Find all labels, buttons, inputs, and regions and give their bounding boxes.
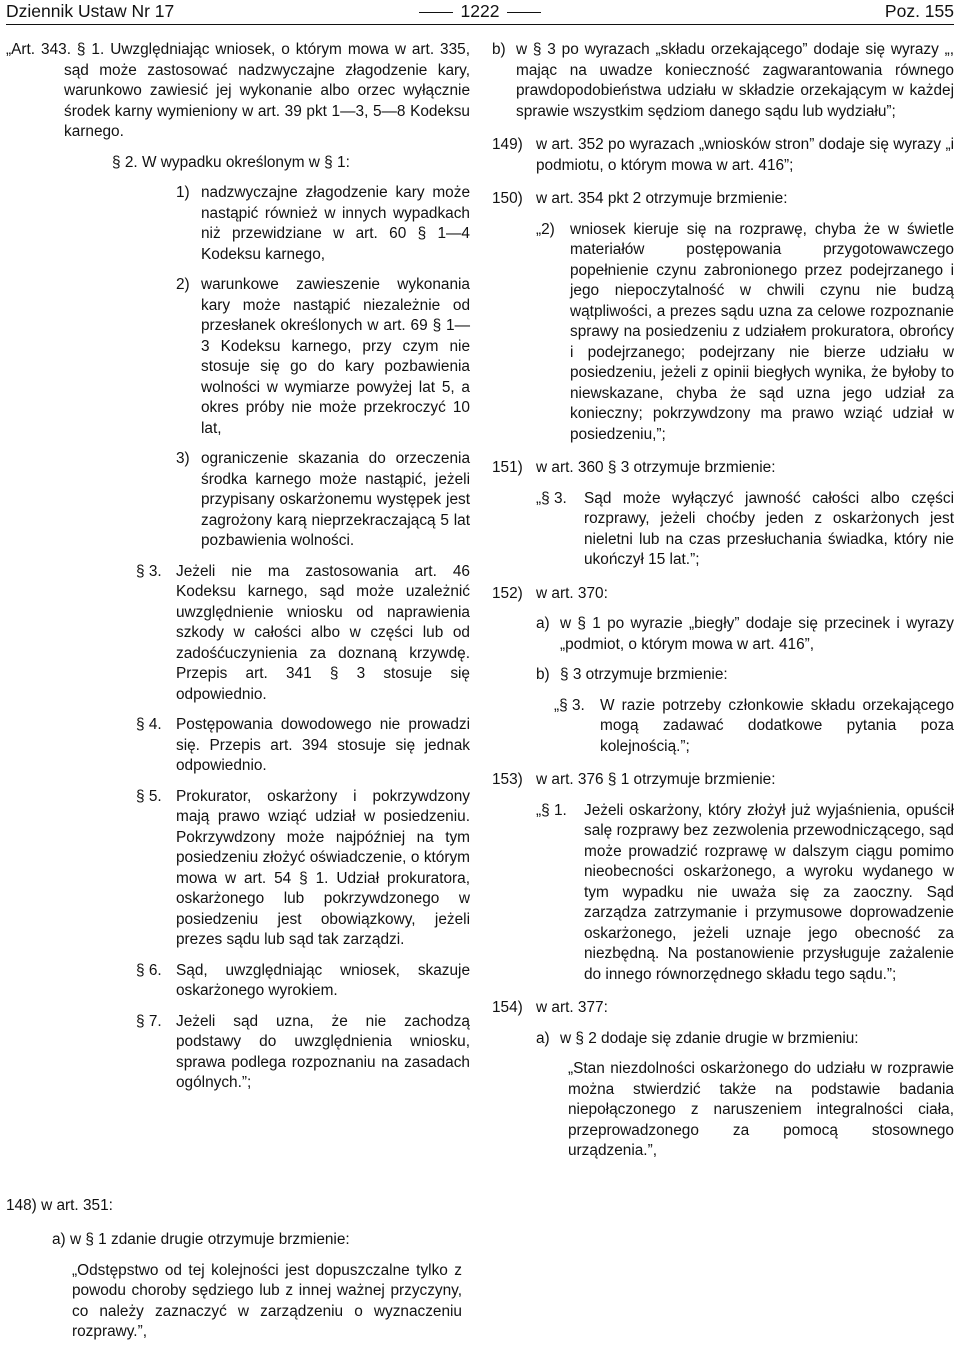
point-154-quote: „Stan niezdolności oskarżonego do udziału w rozprawie można stwierdzić także na podstawie badania niepołączonego z naruszeniem integralności ciała, przeprowadzonego za pomocą stosownego urządzenia.”, [568, 1060, 954, 1159]
item-3 [64, 449, 470, 552]
point-150-quote [492, 220, 954, 446]
point148-label: 148) w art. 351: [6, 1197, 113, 1214]
paragraph-4 [64, 715, 470, 777]
sub-label: a) [536, 615, 550, 632]
sub-text: w § 1 po wyrazie „biegły” dodaje się przecinek i wyrazy „podmiot, o którym mowa w art. 416”, [560, 615, 954, 653]
quote-label: „§ 3. [554, 696, 585, 714]
paragraph-text: Prokurator, oskarżony i pokrzywdzony mają prawo wziąć udział w posiedzeniu. Pokrzywdzony może najpóźniej na tym posiedzeniu złożyć oświadczenie, o którym mowa w art. 54 § 1. Udział prokuratora, oskarżonego lub pokrzywdzonego w posiedzeniu jest obowiązkowy, jeżeli prezes sądu lub sąd tak zarządzi. [176, 787, 470, 948]
item-text: ograniczenie skazania do orzeczenia środka karnego może nastąpić, jeżeli przypisany oskarżonemu występek jest zagrożony karą nieprzekraczającą 5 lat pozbawienia wolności. [201, 450, 470, 549]
point-151 [492, 458, 954, 479]
art343-par1 [6, 40, 471, 143]
point-152-b [492, 665, 954, 686]
quote-label: „2) [536, 220, 555, 238]
paragraph-text: Jeżeli nie ma zastosowania art. 46 Kodeksu karnego, sąd może uzależnić uwzględnienie wniosku od naprawienia szkody w całości albo w części lub od zadośćuczynienia za doznaną krzywdę. Przepis art. 341 § 3 stosuje się odpowiednio. [176, 562, 470, 703]
left-column [6, 40, 471, 1094]
paragraph-label: § 3. [136, 562, 162, 580]
position-number: Poz. 155 [884, 1, 954, 21]
item-2 [64, 275, 470, 439]
art343-label: „Art. 343. § 1. [6, 41, 105, 58]
paragraph-text: Postępowania dowodowego nie prowadzi się. Przepis art. 394 stosuje się jednak odpowiednio. [176, 716, 470, 774]
quote-text: Sąd może wyłączyć jawność całości albo części rozprawy, jeżeli choćby jeden z oskarżonych jest nieletni lub na czas przesłuchania świadka, który nie ukończył 15 lat.”; [584, 489, 954, 568]
point-text: w art. 354 pkt 2 otrzymuje brzmienie: [536, 190, 788, 207]
item-label: 1) [176, 184, 190, 201]
sub-label: b) [492, 41, 506, 58]
paragraph-text: Sąd, uwzględniając wniosek, skazuje oskarżonego wyrokiem. [176, 961, 470, 999]
quote-label: „§ 3. [536, 489, 567, 507]
art343-par2 [64, 153, 470, 174]
point-text: w art. 352 po wyrazach „wniosków stron” dodaje się wyrazy „i podmiotu, o którym mowa w art. 416”; [536, 136, 954, 174]
point-text: w art. 377: [536, 999, 608, 1016]
quote-label: „§ 1. [536, 801, 567, 819]
paragraph-label: § 4. [136, 716, 162, 733]
quote-text: W razie potrzeby członkowie składu orzekającego mogą zadawać dodatkowe pytania poza kolejnością.”; [600, 696, 954, 755]
paragraph-label: § 5. [136, 787, 162, 805]
point-152 [492, 584, 954, 605]
paragraph-text: Jeżeli sąd uzna, że nie zachodzą podstawy do uwzględnienia wniosku, sprawa podlega rozpoznaniu na zasadach ogólnych.”; [176, 1012, 470, 1091]
page-header [6, 0, 954, 22]
point-label: 154) [492, 999, 523, 1016]
header-rule [6, 24, 954, 25]
point-label: 149) [492, 136, 523, 153]
sub-text: w § 3 po wyrazach „składu orzekającego” dodaje się wyrazy „, mając na uwadze konieczność zagwarantowania równego prawdopodobieństwa udziału w składzie orzekającym w każdej sprawie wszystkim sędziom danego sądu lub wydziału”; [516, 41, 954, 120]
paragraph-label: § 6. [136, 961, 162, 979]
point-label: 153) [492, 771, 523, 788]
point-label: 152) [492, 584, 523, 602]
point-label: 150) [492, 190, 523, 207]
point-154-a [492, 1029, 954, 1050]
right-column [492, 40, 954, 1162]
par2-label: § 2. [112, 153, 138, 171]
paragraph-3 [64, 562, 470, 706]
sub-label: b) [536, 666, 550, 683]
point-153 [492, 770, 954, 791]
point-149 [492, 135, 954, 176]
point-label: 151) [492, 459, 523, 476]
point-148 [6, 1196, 466, 1217]
sub-text: w § 2 dodaje się zdanie drugie w brzmieniu: [560, 1029, 859, 1047]
point-text: w art. 376 § 1 otrzymuje brzmienie: [536, 771, 776, 788]
paragraph-label: § 7. [136, 1012, 162, 1030]
sub-text: § 3 otrzymuje brzmienie: [560, 666, 728, 683]
point-148-body [52, 1230, 462, 1343]
point-150 [492, 189, 954, 210]
journal-title: Dziennik Ustaw Nr 17 [6, 1, 175, 21]
sub-label: a) [536, 1029, 550, 1047]
dash-left [419, 12, 453, 13]
page-number [6, 0, 954, 22]
dash-right [507, 12, 541, 13]
item-text: nadzwyczajne złagodzenie kary może nastąpić również w innych wypadkach niż przewidziane w art. 60 § 1—4 Kodeksu karnego, [201, 184, 470, 263]
point-152-a [492, 614, 954, 655]
point-text: w art. 360 § 3 otrzymuje brzmienie: [536, 459, 776, 476]
item-label: 3) [176, 450, 190, 467]
quote-text: wniosek kieruje się na rozprawę, chyba że w świetle materiałów postępowania przygotowawczego popełnienie czynu zabronionego przez podejrzanego i jego niepoczytalność w chwili czynu nie budzą wątpliwości, a prezes sądu uzna za celowe rozpoznanie sprawy na posiedzeniu z udziałem prokuratora, obrońcy i podejrzanego; podejrzany nie bierze udziału w posiedzeniu, jeżeli z opinii biegłych wynika, że byłoby to niewskazane, chyba że sąd uzna jego udział za konieczny; pokrzywdzony ma prawo wziąć udział w posiedzeniu,”; [570, 220, 954, 443]
paragraph-7 [64, 1012, 470, 1094]
point-151-quote [492, 489, 954, 571]
item-text: warunkowe zawieszenie wykonania kary może nastąpić niezależnie od przesłanek określonych w art. 69 § 1—3 Kodeksu karnego, przy czym nie stosuje się go do kary pozbawienia wolności w wymiarze powyżej lat 5, a okres próby nie może przekroczyć 10 lat, [201, 276, 470, 437]
quote-text: Jeżeli oskarżony, który złożył już wyjaśnienia, opuścił salę rozprawy bez zezwolenia przewodniczącego, sąd może prowadzić rozprawę w dalszym ciągu pomimo nieobecności oskarżonego, a wyroku wydanego w tym wypadku nie uważa się za zaoczny. Sąd zarządza zatrzymanie i przymusowe doprowadzenie oskarżonego, jeżeli uznaje jego obecność za niezbędną. Na postanowienie przysługuje zażalenie do innego równorzędnego składu tego sądu.”; [584, 801, 954, 983]
sub-b [492, 40, 954, 122]
par2-text: W wypadku określonym w § 1: [142, 153, 350, 171]
point148-quote: „Odstępstwo od tej kolejności jest dopuszczalne tylko z powodu choroby sędziego lub z innej ważnej przyczyny, co należy zaznaczyć w zarządzeniu o wyznaczeniu rozprawy.”, [72, 1261, 462, 1340]
point-text: w art. 370: [536, 584, 608, 602]
point-154 [492, 998, 954, 1019]
page-number-text: 1222 [460, 1, 500, 21]
point-153-quote [492, 801, 954, 986]
item-label: 2) [176, 276, 190, 293]
item-1 [64, 183, 470, 265]
point-152-quote [492, 696, 954, 758]
paragraph-5 [64, 787, 470, 951]
art343-text: Uwzględniając wniosek, o którym mowa w art. 335, sąd może zastosować nadzwyczajne złagodzenie kary, warunkowo zawiesić jej wykonanie albo orzec wyłącznie środek karny wymieniony w art. 39 pkt 1—3, 5—8 Kodeksu karnego. [64, 41, 471, 140]
point148-a: a) w § 1 zdanie drugie otrzymuje brzmienie: [52, 1231, 350, 1248]
paragraph-6 [64, 961, 470, 1002]
